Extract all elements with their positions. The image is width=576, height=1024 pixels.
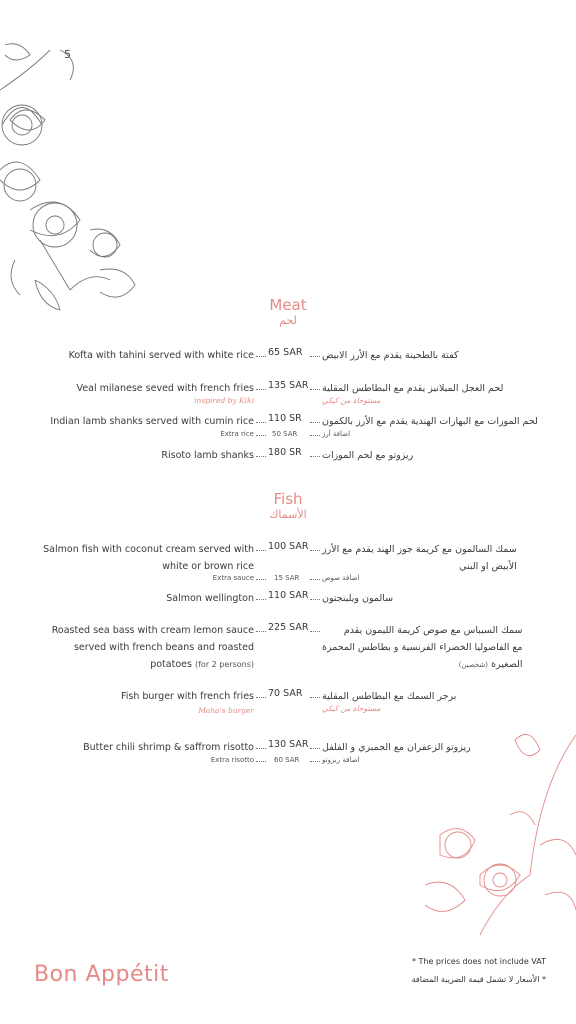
item-price: 70 SAR [268,688,303,699]
floral-illustration-bottom [420,725,576,940]
item-note-en: inspired by Kiki [194,396,254,405]
extra-label-ar: اضافة أرز [322,430,351,438]
item-name-ar: سالمون ويلينجتون [322,593,394,604]
item-name-en: Salmon wellington [166,593,254,604]
item-price: 225 SAR [268,622,309,633]
item-name-en: Salmon fish with coconut cream served with white or brown rice [43,544,254,572]
extra-label-en: Extra rice [220,430,254,438]
item-price: 130 SAR [268,739,309,750]
item-name-ar: كفتة بالطحينة يقدم مع الأرز الابيض [322,350,459,361]
item-price: 110 SR [268,413,302,424]
item-price: 65 SAR [268,347,303,358]
item-price: 135 SAR [268,380,309,391]
item-name-en: Risoto lamb shanks [161,450,254,461]
extra-label-ar: اضافة صوص [322,574,360,582]
item-name-ar: ريزوتو الزعفران مع الجمبري و الفلفل [322,742,471,753]
item-note-ar: مستوحاة من كيكي [322,704,381,713]
fish-title-ar: الأسماك [269,508,307,521]
item-name-ar: سمك السيباس مع صوص كريمة الليمون يقدم مع الفاصوليا الخضراء الفرنسية و بطاطس المحمرة الصغيرة (شخصين) [322,625,523,670]
item-price: 180 SR [268,447,302,458]
extra-price: 50 SAR [272,430,298,438]
item-price: 110 SAR [268,590,309,601]
floral-illustration-top [0,30,150,315]
meat-section-title [0,296,576,327]
vat-note-en: * The prices does not include VAT [411,957,546,966]
item-note-en: Maha's burger [198,706,254,715]
item-name-ar: برجر السمك مع البطاطس المقلية [322,691,457,702]
item-name-en: Kofta with tahini served with white rice [68,350,254,361]
vat-note-ar: * الأسعار لا تشمل قيمة الضريبة المضافة [411,975,546,984]
extra-label-en: Extra risotto [210,756,254,764]
item-name-en: Indian lamb shanks served with cumin rice [50,416,254,427]
fish-section-title [0,490,576,521]
page-number: 5 [64,48,71,61]
item-name-ar: لحم الموزات مع البهارات الهندية يقدم مع الأرز بالكمون [322,416,538,427]
extra-label-en: Extra sauce [212,574,254,582]
item-name-en: Fish burger with french fries [120,691,254,702]
item-note-ar: مستوحاة من كيكي [322,396,381,405]
meat-title-en: Meat [269,296,307,314]
item-name-en: Butter chili shrimp & saffrom risotto [83,742,254,753]
extra-label-ar: اضافة ريزوتو [322,756,360,764]
bon-appetit-title: Bon Appétit [34,962,169,987]
meat-title-ar: لحم [279,314,297,327]
fish-title-en: Fish [273,490,303,508]
item-name-ar: لحم العجل الميلانيز يقدم مع البطاطس المقلية [322,383,504,394]
item-price: 100 SAR [268,541,309,552]
item-name-en: Veal milanese seved with french fries [76,383,254,394]
item-name-ar: ريزوتو مع لحم الموزات [322,450,414,461]
extra-price: 15 SAR [274,574,300,582]
item-name-en: Roasted sea bass with cream lemon sauce served with french beans and roasted potatoes (for 2 persons) [51,625,254,670]
extra-price: 60 SAR [274,756,300,764]
item-name-ar: سمك السالمون مع كريمة جوز الهند يقدم مع الأرز الأبيض او البني [322,544,517,572]
